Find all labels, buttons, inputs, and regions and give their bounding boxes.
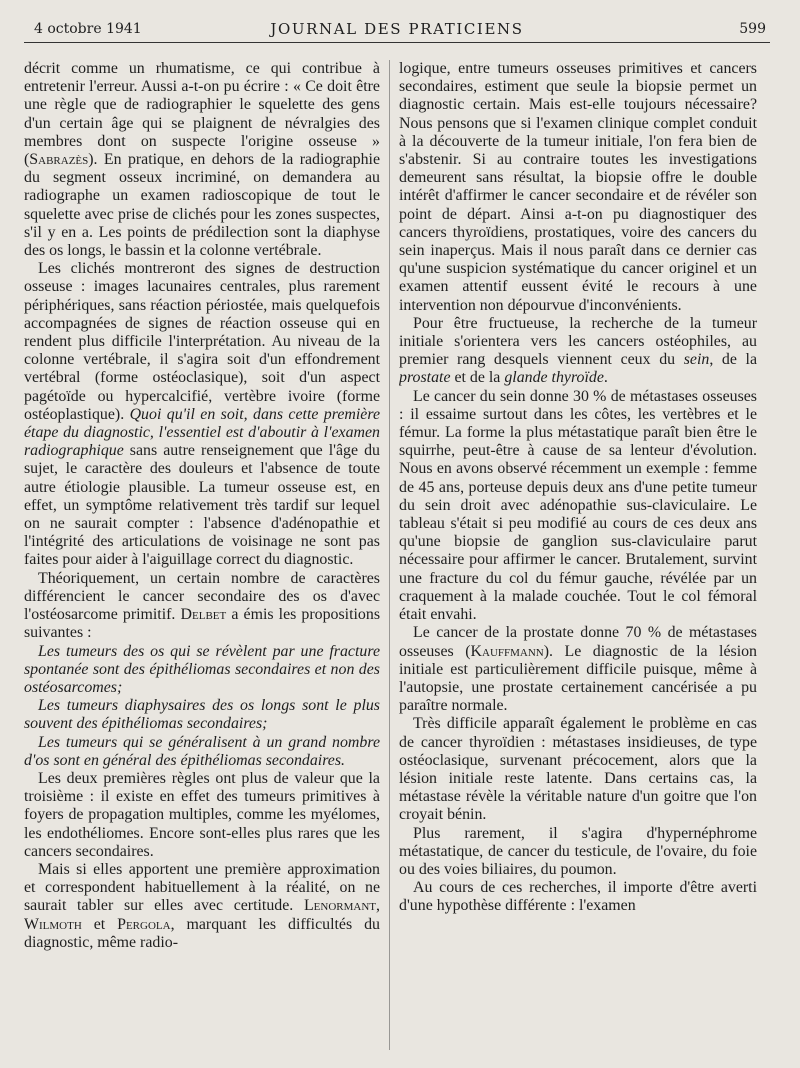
emphasis: Quoi qu'il en soit, dans cette première étape du diagnostic, l'essentiel est d'aboutir à l'examen radiographique [24,405,380,460]
right-column [399,60,757,1060]
emphasis: prostate [399,369,451,387]
author-name: Delbet [180,606,227,624]
header-date: 4 octobre 1941 [34,21,142,37]
paragraph: Théoriquement, un certain nombre de caractères différencient le cancer secondaire des os d'avec l'ostéosarcome primitif. Delbet a émis les propositions suivantes : [24,569,380,642]
paragraph: Le cancer du sein donne 30 % de métastases osseuses : il essaime surtout dans les côtes, les vertèbres et le fémur. La forme la plus métastatique paraît bien être le squirrhe, peut-être à cause de sa lenteur d'évolution. Nous en avons observé récemment un exemple : femme de 45 ans, porteuse depuis deux ans d'une petite tumeur du sein droit avec adénopathie sus-claviculaire. Le tableau s'était si peu modifié au cours de ces deux ans qu'une biopsie de ganglion sus-claviculaire parut nécessaire pour affirmer le cancer. Brutalement, survint une fracture du col du fémur gauche, révélée par un craquement à la malade couchée. Tout le col fémoral était envahi. [399,387,757,624]
emphasis: glande thyroïde [504,369,604,387]
emphasis: sein [683,351,710,369]
author-name: Sabrazès [29,151,89,169]
page-number: 599 [739,21,766,37]
running-header [24,18,770,43]
proposition-1: Les tumeurs des os qui se révèlent par une fracture spontanée sont des épithéliomas secondaires et non des ostéosarcomes; [24,642,380,696]
proposition-2: Les tumeurs diaphysaires des os longs sont le plus souvent des épithéliomas secondaires; [24,697,380,733]
paragraph: Les deux premières règles ont plus de valeur que la troisième : il existe en effet des tumeurs primitives à foyers de propagation multiples, comme les myélomes, les endothéliomes. Encore sont-elles plus rares que les cancers secondaires. [24,769,380,860]
paragraph: Très difficile apparaît également le problème en cas de cancer thyroïdien : métastases insidieuses, de type ostéoclasique, survenant précocement, alors que la lésion initiale reste latente. Dans certains cas, la métastase révèle la véritable nature d'un goitre que l'on croyait bénin. [399,715,757,824]
paragraph: Pour être fructueuse, la recherche de la tumeur initiale s'orientera vers les cancers ostéophiles, au premier rang desquels viennent ceux du sein, de la prostate et de la glande thyroïde. [399,314,757,387]
paragraph: Plus rarement, il s'agira d'hypernéphrome métastatique, de cancer du testicule, de l'ovaire, du foie ou des voies biliaires, du poumon. [399,824,757,878]
paragraph: Le cancer de la prostate donne 70 % de métastases osseuses (Kauffmann). Le diagnostic de la lésion initiale est particulièrement difficile puisque, même à l'autopsie, une prostate certainement cancérisée a pu paraître normale. [399,624,757,715]
paragraph: décrit comme un rhumatisme, ce qui contribue à entretenir l'erreur. Aussi a-t-on pu écrire : « Ce doit être une règle que de radiographier le squelette des gens d'un certain âge qui se plaignent de névralgies des membres dont on suspecte l'origine osseuse » (Sabrazès). En pratique, en dehors de la radiographie du segment osseux incriminé, on demandera au radiographe un examen radioscopique de tout le squelette avec prise de clichés pour les zones suspectes, s'il y en a. Les points de prédilection sont la diaphyse des os longs, le bassin et la colonne vertébrale. [24,60,380,260]
author-name: Pergola [117,915,171,933]
left-column [24,60,380,1060]
journal-title: JOURNAL DES PRATICIENS [270,20,524,38]
paragraph: Les clichés montreront des signes de destruction osseuse : images lacunaires centrales, plus rarement périphériques, sans réaction périostée, mais quelquefois accompagnées de signes de réaction osseuse qui en rendent plus difficile l'interprétation. Au niveau de la colonne vertébrale, il s'agira soit d'un effondrement vertébral (forme ostéoclasique), soit d'un aspect pagétoïde ou hypercalcifié, vertèbre ivoire (forme ostéoplastique). Quoi qu'il en soit, dans cette première étape du diagnostic, l'essentiel est d'aboutir à l'examen radiographique sans autre renseignement que l'âge du sujet, le caractère des douleurs et l'absence de toute autre étiologie plausible. La tumeur osseuse est, en effet, un symptôme relativement très tardif sur lequel on ne saurait compter : l'absence d'adénopathie et l'intégrité des articulations de voisinage ne sont pas faites pour aider à l'aiguillage correct du diagnostic. [24,260,380,569]
column-divider [389,60,390,1050]
paragraph: Mais si elles apportent une première approximation et correspondent habituellement à la réalité, on ne saurait tabler sur elles avec certitude. Lenormant, Wilmoth et Pergola, marquant les difficultés du diagnostic, même radio- [24,860,380,951]
paragraph: Au cours de ces recherches, il importe d'être averti d'une hypothèse différente : l'examen [399,879,757,915]
proposition-3: Les tumeurs qui se généralisent à un grand nombre d'os sont en général des épithéliomas secondaires. [24,733,380,769]
paragraph: logique, entre tumeurs osseuses primitives et cancers secondaires, estiment que seule la biopsie permet un diagnostic certain. Mais est-elle toujours nécessaire? Nous pensons que si l'examen clinique complet conduit à la découverte de la tumeur initiale, l'on fera bien de s'abstenir. Si au contraire toutes les investigations demeurent sans résultat, la biopsie offre le double intérêt d'affirmer le cancer secondaire et de révéler son point de départ. Ainsi a-t-on pu diagnostiquer des cancers thyroïdiens, prostatiques, voire des cancers du sein inaperçus. Mais il nous paraît dans ce dernier cas qu'une suspicion systématique du cancer originel et un examen attentif eussent évité le recours à une intervention non dépourvue d'inconvénients. [399,60,757,314]
author-name: Wilmoth [24,915,82,933]
author-name: Lenormant [303,897,377,915]
author-name: Kauffmann [470,642,544,660]
